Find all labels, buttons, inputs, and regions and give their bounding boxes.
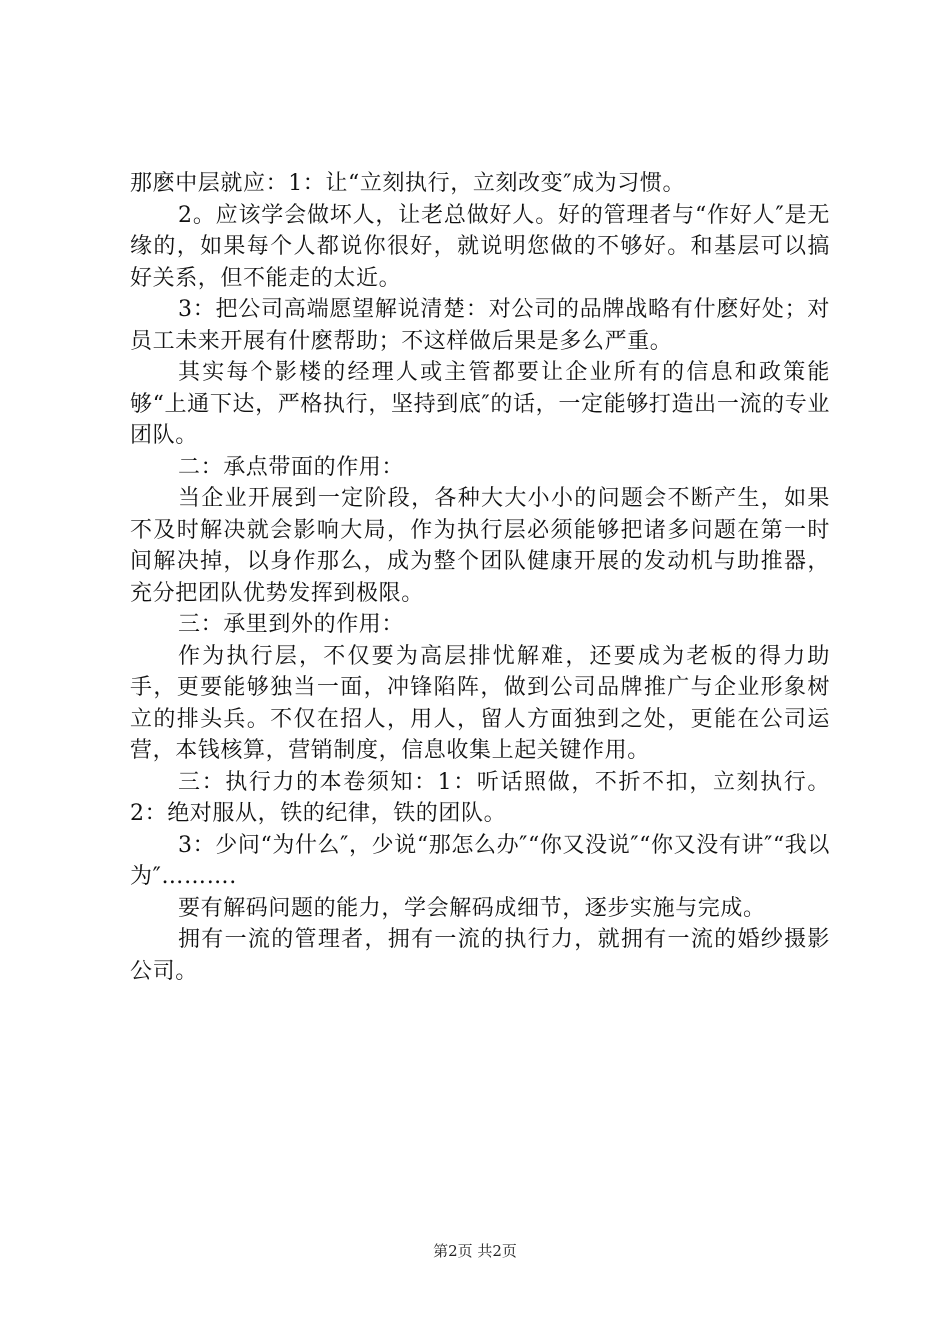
paragraph-9: 三：执行力的本卷须知：1：听话照做，不折不扣，立刻执行。2：绝对服从，铁的纪律，铁的团队。	[130, 769, 830, 826]
paragraph-3: 3：把公司高端愿望解说清楚：对公司的品牌战略有什麽好处；对员工未来开展有什麽帮助；不这样做后果是多么严重。	[130, 297, 830, 354]
paragraph-6: 当企业开展到一定阶段，各种大大小小的问题会不断产生，如果不及时解决就会影响大局，作为执行层必须能够把诸多问题在第一时间解决掉，以身作那么，成为整个团队健康开展的发动机与助推器，充分把团队优势发挥到极限。	[130, 486, 830, 606]
section-heading-3: 三：承里到外的作用：	[178, 612, 405, 637]
document-body	[130, 168, 830, 987]
paragraph-4: 其实每个影楼的经理人或主管都要让企业所有的信息和政策能够“上通下达，严格执行，坚持到底″的话，一定能够打造出一流的专业团队。	[130, 360, 830, 448]
paragraph-8: 作为执行层，不仅要为高层排忧解难，还要成为老板的得力助手，更要能够独当一面，冲锋陷阵，做到公司品牌推广与企业形象树立的排头兵。不仅在招人，用人，留人方面独到之处，更能在公司运营，本钱核算，营销制度，信息收集上起关键作用。	[130, 643, 830, 763]
paragraph-11: 要有解码问题的能力，学会解码成细节，逐步实施与完成。	[178, 895, 766, 921]
section-heading-2: 二：承点带面的作用：	[178, 454, 405, 480]
paragraph-10: 3：少问“为什么″，少说“那怎么办″“你又没说″“你又没有讲″“我以为″……….	[130, 832, 830, 889]
paragraph-2: 2。应该学会做坏人，让老总做好人。好的管理者与“作好人″是无缘的，如果每个人都说你很好，就说明您做的不够好。和基层可以搞好关系，但不能走的太近。	[130, 202, 830, 291]
paragraph-12: 拥有一流的管理者，拥有一流的执行力，就拥有一流的婚纱摄影公司。	[130, 927, 830, 984]
paragraph-1: 那麽中层就应：1：让“立刻执行，立刻改变″成为习惯。	[130, 171, 686, 196]
page-number: 第2页 共2页	[433, 1242, 517, 1260]
